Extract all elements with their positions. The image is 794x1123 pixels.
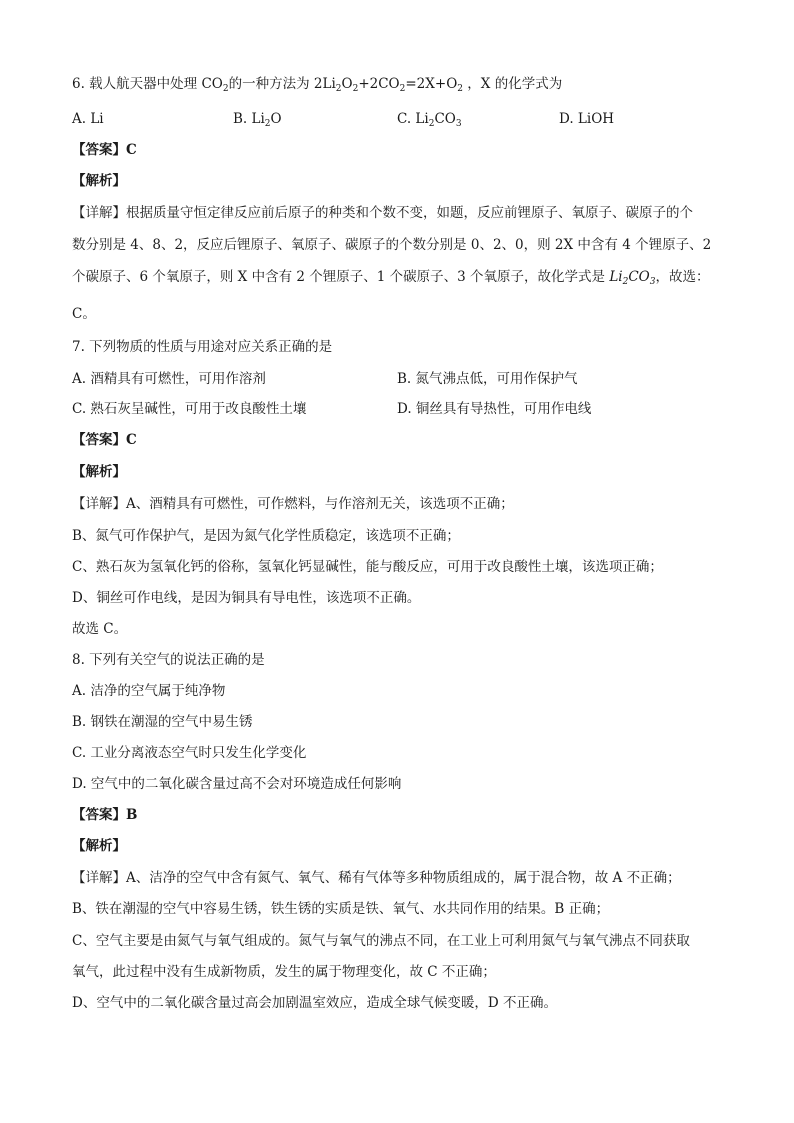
q6-answer: 【答案】C [72, 142, 137, 158]
q6-stem-part2: 的一种方法为 [228, 76, 310, 92]
q8-detail-5: D、空气中的二氧化碳含量过高会加剧温室效应，造成全球气候变暖，D 不正确。 [72, 995, 557, 1011]
q8-answer: 【答案】B [72, 807, 138, 823]
q7-option-c: C. 熟石灰呈碱性，可用于改良酸性土壤 [72, 401, 307, 417]
q7-detail-2: B、氮气可作保护气，是因为氮气化学性质稳定，该选项不正确； [72, 528, 460, 544]
q8-option-d: D. 空气中的二氧化碳含量过高不会对环境造成任何影响 [72, 776, 402, 792]
q6-detail-1: 【详解】根据质量守恒定律反应前后原子的种类和个数不变，如题，反应前锂原子、氧原子、碳原子的个 [72, 205, 693, 221]
q7-detail-4: D、铜丝可作电线，是因为铜具有导电性，该选项不正确。 [72, 590, 421, 606]
q6-option-d: D. LiOH [559, 111, 615, 127]
q7-option-b: B. 氮气沸点低，可用作保护气 [397, 371, 578, 387]
q7-option-a: A. 酒精具有可燃性，可用作溶剂 [72, 371, 266, 387]
q7-stem: 7. 下列物质的性质与用途对应关系正确的是 [72, 339, 333, 355]
q6-detail-2: 数分别是 4、8、2，反应后锂原子、氧原子、碳原子的个数分别是 0、2、0，则 2X 中含有 4 个锂原子、2 [72, 237, 712, 253]
q8-option-b: B. 钢铁在潮湿的空气中易生锈 [72, 714, 253, 730]
q6-option-b: B. $Li_2O$ [233, 111, 282, 129]
q6-stem-part3: ，X 的化学式为 [467, 76, 563, 92]
q8-detail-2: B、铁在潮湿的空气中容易生锈，铁生锈的实质是铁、氧气、水共同作用的结果。B 正确； [72, 901, 610, 917]
q8-option-c: C. 工业分离液态空气时只发生化学变化 [72, 745, 307, 761]
q8-analysis-label: 【解析】 [72, 838, 126, 854]
q8-option-a: A. 洁净的空气属于纯净物 [72, 683, 226, 699]
q7-conclusion: 故选 C。 [72, 621, 128, 637]
q6-analysis-label: 【解析】 [72, 173, 126, 189]
q8-detail-1: 【详解】A、洁净的空气中含有氮气、氧气、稀有气体等多种物质组成的，属于混合物，故 A 不正确； [72, 870, 681, 886]
q7-analysis-label: 【解析】 [72, 464, 126, 480]
q8-stem: 8. 下列有关空气的说法正确的是 [72, 652, 265, 668]
q7-detail-1: 【详解】A、酒精具有可燃性，可作燃料，与作溶剂无关，该选项不正确； [72, 496, 514, 512]
q6-stem-part1: 6. 载人航天器中处理 CO [72, 76, 223, 92]
q6-formula: $Li_2CO_3$ [609, 269, 656, 287]
q7-detail-3: C、熟石灰为氢氧化钙的俗称，氢氧化钙显碱性，能与酸反应，可用于改良酸性土壤，该选项正确； [72, 559, 663, 575]
q6-equation: $2Li_2O_2+2CO_2=2X+O_2$ [313, 76, 463, 94]
q6-detail-3: 个碳原子、6 个氧原子，则 X 中含有 2 个锂原子、1 个碳原子、3 个氧原子，故化学式是 $Li_2CO_3$，故选： [72, 269, 710, 287]
q6-option-c: C. $Li_2CO_3$ [397, 111, 462, 129]
q8-detail-4: 氧气，此过程中没有生成新物质，发生的属于物理变化，故 C 不正确； [72, 964, 496, 980]
q7-option-d: D. 铜丝具有导热性，可用作电线 [397, 401, 592, 417]
q6-detail-4: C。 [72, 306, 96, 322]
q7-answer: 【答案】C [72, 432, 137, 448]
q8-detail-3: C、空气主要是由氮气与氧气组成的。氮气与氧气的沸点不同，在工业上可利用氮气与氧气沸点不同获取 [72, 933, 690, 949]
q6-stem: 6. 载人航天器中处理 $CO_2$的一种方法为 $2Li_2O_2+2CO_2=2X+O_2$ ，X 的化学式为 [72, 76, 563, 94]
q6-option-a: A. Li [72, 111, 104, 127]
